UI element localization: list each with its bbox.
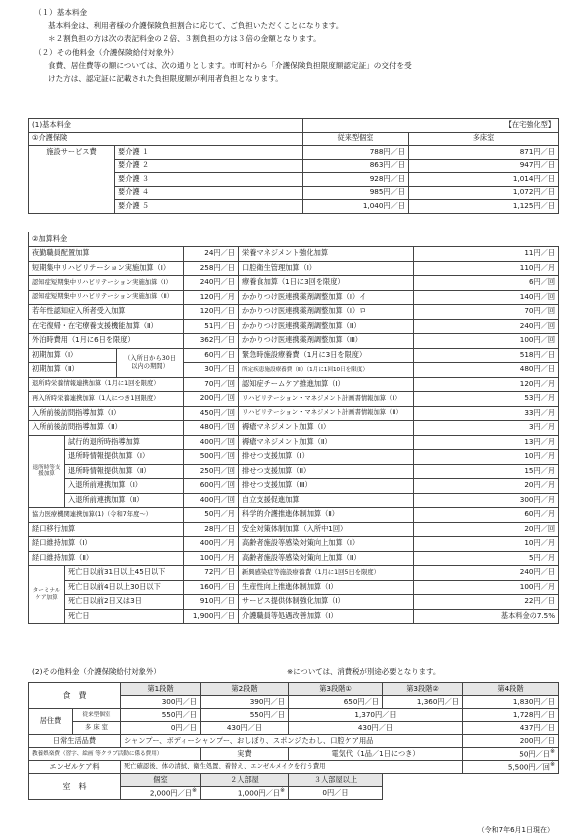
other-title: (2)その他料金（介護保険給付対象外） — [32, 667, 161, 676]
table-row — [29, 305, 559, 320]
add-fee: 120円／月 — [184, 290, 239, 305]
electricity-fee: 50円／日※ — [463, 748, 559, 761]
other-fee-table — [28, 682, 559, 800]
add-label: 認知症チームケア推進加算（Ⅰ） — [239, 377, 414, 392]
discharge-support-label: 退所時等支援加算 — [29, 435, 65, 508]
angel-care-fee: 5,500円／回※ — [463, 761, 559, 774]
table-row — [29, 566, 559, 581]
add-label: 高齢者施設等感染対策向上加算（Ⅱ） — [239, 551, 414, 566]
add-label: リハビリテーション・マネジメント計画書情報加算（Ⅱ） — [239, 406, 414, 421]
food-fee: 390円／日 — [201, 696, 289, 709]
room-type: 従来型個室 — [73, 709, 121, 722]
room-fee: 2,000円／日※ — [121, 787, 201, 800]
add-label: 生産性向上推進体制加算（Ⅰ） — [239, 580, 414, 595]
add-fee: 140円／回 — [414, 290, 559, 305]
fee-cell: 1,072円／日 — [409, 186, 559, 200]
add-fee: 24円／日 — [184, 247, 239, 262]
table-row — [29, 421, 559, 436]
add-label: 再入所時栄養連携加算（1人につき1回限度） — [29, 392, 184, 407]
add-label: 若年性認知症入所者受入加算 — [29, 305, 184, 320]
add-label: かかりつけ医連携薬剤調整加算（Ⅰ）イ — [239, 290, 414, 305]
add-fee: 51円／日 — [184, 319, 239, 334]
food-fee: 1,360円／日 — [383, 696, 463, 709]
table-row — [29, 276, 559, 291]
fee-cell: 1,014円／日 — [409, 173, 559, 187]
add-label: サービス提供体制強化加算（Ⅰ） — [239, 595, 414, 610]
add-label: 新興感染症等施設療養費（1月に1回5日を限度） — [239, 566, 414, 581]
room-fee-header: 個室 — [121, 774, 201, 787]
additional-title: ②加算料金 — [29, 232, 559, 247]
add-label: 入退所前連携加算（Ⅱ） — [65, 493, 184, 508]
add-fee: 70円／回 — [414, 305, 559, 320]
add-label: 死亡日以前31日以上45日以下 — [65, 566, 184, 581]
add-fee: 33円／月 — [414, 406, 559, 421]
fee-cell: 1,125円／日 — [409, 200, 559, 214]
daily-goods-desc: シャンプー、ボディーシャンプー、おしぼり、スポンジたわし、口腔ケア用品 — [121, 735, 463, 748]
add-fee: 基本料金の7.5% — [414, 609, 559, 624]
table-row — [29, 261, 559, 276]
add-label: 安全対策体制加算（入所中1回） — [239, 522, 414, 537]
care-level: 要介護 ３ — [115, 173, 303, 187]
add-fee: 258円／日 — [184, 261, 239, 276]
add-fee: 50円／月 — [184, 508, 239, 523]
room-fee-header: ３人部屋以上 — [289, 774, 383, 787]
care-level: 要介護 ５ — [115, 200, 303, 214]
add-fee: 13円／月 — [414, 435, 559, 450]
add-fee: 10円／月 — [414, 537, 559, 552]
add-label: 高齢者施設等感染対策向上加算（Ⅰ） — [239, 537, 414, 552]
add-fee: 60円／日 — [184, 348, 239, 363]
add-label: 自立支援促進加算 — [239, 493, 414, 508]
add-fee: 250円／回 — [184, 464, 239, 479]
add-fee: 100円／回 — [414, 334, 559, 349]
angel-care-label: エンゼルケア料 — [29, 761, 121, 774]
residence-fee: 550円／日 — [201, 709, 289, 722]
care-level: 要介護 ４ — [115, 186, 303, 200]
residence-label: 居住費 — [29, 709, 73, 735]
basic-fee-table — [28, 118, 559, 214]
residence-fee: 550円／日 — [121, 709, 201, 722]
residence-fee: 430円／日 — [289, 722, 463, 735]
add-fee: 1,900円／日 — [184, 609, 239, 624]
add-label: かかりつけ医連携薬剤調整加算（Ⅰ）ロ — [239, 305, 414, 320]
add-label: 在宅復帰・在宅療養支援機能加算（Ⅱ） — [29, 319, 184, 334]
add-label: 死亡日以前4日以上30日以下 — [65, 580, 184, 595]
add-label: 経口維持加算（Ⅱ） — [29, 551, 184, 566]
table-row — [29, 609, 559, 624]
add-fee: 400円／月 — [184, 537, 239, 552]
table-row — [29, 377, 559, 392]
add-label: 退所時栄養情報連携加算（1月に1回を限度） — [29, 377, 184, 392]
facility-type: 【在宅強化型】 — [303, 119, 559, 133]
add-fee: 28円／日 — [184, 522, 239, 537]
food-fee: 1,830円／日 — [463, 696, 559, 709]
add-fee: 10円／月 — [414, 450, 559, 465]
table-row — [29, 464, 559, 479]
table-row — [29, 493, 559, 508]
add-fee: 53円／月 — [414, 392, 559, 407]
add-fee: 3円／月 — [414, 421, 559, 436]
add-label: 栄養マネジメント強化加算 — [239, 247, 414, 262]
add-label: 療養食加算（1日に3回を限度） — [239, 276, 414, 291]
add-label: 経口維持加算（Ⅰ） — [29, 537, 184, 552]
add-fee: 400円／回 — [184, 493, 239, 508]
add-label: 緊急時施設療養費（1月に3日を限度） — [239, 348, 414, 363]
electricity-label: 電気代（1品／1日につき） — [289, 748, 463, 761]
add-label: 認知症短期集中リハビリテーション実施加算（Ⅰ） — [29, 276, 184, 291]
education-label: 教養娯楽費（習字、絵画 等クラブ活動に係る費用） — [29, 748, 201, 761]
table-row — [29, 479, 559, 494]
intro-line: 食費、居住費等の額については、次の通りとします。市町村から「介護保険負担限度額認定証」の交付を受 — [48, 60, 412, 70]
intro-line: ＊２割負担の方は次の表記料金の２倍、３割負担の方は３倍の金額となります。 — [48, 34, 321, 44]
add-fee: 160円／日 — [184, 580, 239, 595]
table-row — [29, 435, 559, 450]
add-fee: 100円／月 — [184, 551, 239, 566]
residence-fee: 0円／日 — [121, 722, 201, 735]
col-header-shared: 多床室 — [409, 132, 559, 146]
stage-header: 第1段階 — [121, 683, 201, 696]
table-row — [29, 508, 559, 523]
add-fee: 110円／月 — [414, 261, 559, 276]
fee-cell: 871円／日 — [409, 146, 559, 160]
add-fee: 200円／回 — [184, 392, 239, 407]
intro-line: 基本料金は、利用者様の介護保険負担割合に応じて、ご負担いただくことになります。 — [48, 21, 344, 31]
stage-header: 第2段階 — [201, 683, 289, 696]
table-row — [29, 247, 559, 262]
add-label: 褥瘡マネジメント加算（Ⅱ） — [239, 435, 414, 450]
add-fee: 15円／月 — [414, 464, 559, 479]
table-row — [29, 319, 559, 334]
add-fee: 30円／日 — [184, 363, 239, 378]
add-label: 入所前後訪問指導加算（Ⅱ） — [29, 421, 184, 436]
initial-note: （入所日から30日 以内の期間） — [117, 348, 184, 377]
intro-text — [34, 6, 554, 85]
stage-header: 第4段階 — [463, 683, 559, 696]
table-row — [29, 580, 559, 595]
add-label: 科学的介護推進体制加算（Ⅱ） — [239, 508, 414, 523]
table-row — [29, 595, 559, 610]
terminal-care-label: ターミナルケア加算 — [29, 566, 65, 624]
add-fee: 240円／日 — [184, 276, 239, 291]
add-label: 初期加算（Ⅱ） — [29, 363, 117, 378]
add-fee: 500円／回 — [184, 450, 239, 465]
intro-line: けた方は、認定証に記載された負担限度額が利用者負担となります。 — [48, 74, 283, 84]
angel-care-desc: 死亡確認後、体の清拭、衛生処置、着替え、エンゼルメイクを行う費用 — [121, 761, 463, 774]
fee-cell: 928円／日 — [303, 173, 409, 187]
add-label: 初期加算（Ⅰ） — [29, 348, 117, 363]
add-fee: 5円／月 — [414, 551, 559, 566]
add-label: 夜勤職員配置加算 — [29, 247, 184, 262]
room-fee: 0円／日 — [289, 787, 383, 800]
add-label: リハビリテーション・マネジメント計画書情報加算（Ⅰ） — [239, 392, 414, 407]
as-of-date: （令和7年6月1日現在） — [477, 826, 554, 834]
add-fee: 910円／日 — [184, 595, 239, 610]
add-label: 排せつ支援加算（Ⅱ） — [239, 464, 414, 479]
table-row — [29, 392, 559, 407]
add-label: 排せつ支援加算（Ⅲ） — [239, 479, 414, 494]
add-fee: 450円／回 — [184, 406, 239, 421]
add-fee: 400円／回 — [184, 435, 239, 450]
room-fee-header: ２人部屋 — [201, 774, 289, 787]
col-header-private: 従来型個室 — [303, 132, 409, 146]
food-fee: 300円／日 — [121, 696, 201, 709]
add-fee: 20円／月 — [414, 479, 559, 494]
add-fee: 518円／日 — [414, 348, 559, 363]
food-label: 食 費 — [29, 683, 121, 709]
facility-service-label: 施設サービス費 — [29, 146, 115, 214]
food-fee: 650円／日 — [289, 696, 383, 709]
table-row — [29, 450, 559, 465]
basic-title: (1)基本料金 — [29, 119, 303, 133]
fee-cell: 985円／日 — [303, 186, 409, 200]
add-fee: 20円／回 — [414, 522, 559, 537]
residence-fee: 1,728円／日 — [463, 709, 559, 722]
add-fee: 480円／回 — [184, 421, 239, 436]
table-row — [29, 406, 559, 421]
add-label: 入所前後訪問指導加算（Ⅰ） — [29, 406, 184, 421]
residence-fee: 1,370円／日 — [289, 709, 463, 722]
add-fee: 480円／日 — [414, 363, 559, 378]
add-label: 経口移行加算 — [29, 522, 184, 537]
fee-cell: 863円／日 — [303, 159, 409, 173]
add-label: 死亡日 — [65, 609, 184, 624]
add-fee: 100円／月 — [414, 580, 559, 595]
add-label: 所定疾患施設療養費（Ⅱ）（1月に1回10日を限度） — [239, 363, 414, 378]
add-label: 排せつ支援加算（Ⅰ） — [239, 450, 414, 465]
fee-cell: 788円／日 — [303, 146, 409, 160]
add-fee: 22円／日 — [414, 595, 559, 610]
intro-line: （１）基本料金 — [34, 8, 88, 17]
insurance-heading: ①介護保険 — [29, 132, 303, 146]
add-fee: 240円／日 — [414, 566, 559, 581]
stage-header: 第3段階① — [289, 683, 383, 696]
add-label: かかりつけ医連携薬剤調整加算（Ⅱ） — [239, 319, 414, 334]
table-row — [29, 290, 559, 305]
add-fee: 72円／日 — [184, 566, 239, 581]
add-label: 外泊時費用（1月に6日を限度） — [29, 334, 184, 349]
care-level: 要介護 ２ — [115, 159, 303, 173]
room-fee: 1,000円／日※ — [201, 787, 289, 800]
tax-note: ※については、消費税が別途必要となります。 — [287, 667, 441, 676]
add-fee: 11円／日 — [414, 247, 559, 262]
add-fee: 60円／月 — [414, 508, 559, 523]
fee-cell: 947円／日 — [409, 159, 559, 173]
add-label: 認知症短期集中リハビリテーション実施加算（Ⅱ） — [29, 290, 184, 305]
table-row — [29, 522, 559, 537]
add-label: 協力医療機関連携加算(1)（令和7年度～） — [29, 508, 184, 523]
fee-cell: 1,040円／日 — [303, 200, 409, 214]
add-label: 短期集中リハビリテーション実施加算（Ⅰ） — [29, 261, 184, 276]
add-fee: 6円／回 — [414, 276, 559, 291]
add-fee: 362円／日 — [184, 334, 239, 349]
add-fee: 300円／月 — [414, 493, 559, 508]
add-label: かかりつけ医連携薬剤調整加算（Ⅲ） — [239, 334, 414, 349]
residence-fee: 430円／日 — [201, 722, 289, 735]
add-fee: 240円／回 — [414, 319, 559, 334]
room-fee-label: 室 料 — [29, 774, 121, 800]
education-fee: 実費 — [201, 748, 289, 761]
table-row — [29, 551, 559, 566]
table-row — [29, 537, 559, 552]
add-fee: 70円／回 — [184, 377, 239, 392]
add-label: 死亡日以前2日又は3日 — [65, 595, 184, 610]
additional-fee-table — [28, 232, 559, 624]
blank-cell — [383, 787, 559, 800]
intro-line: （２）その他料金（介護保険給付対象外） — [34, 47, 179, 57]
add-label: 退所時情報提供加算（Ⅱ） — [65, 464, 184, 479]
daily-goods-label: 日常生活品費 — [29, 735, 121, 748]
add-label: 介護職員等処遇改善加算（Ⅰ） — [239, 609, 414, 624]
daily-goods-fee: 200円／日 — [463, 735, 559, 748]
add-label: 褥瘡マネジメント加算（Ⅰ） — [239, 421, 414, 436]
add-label: 試行的退所時指導加算 — [65, 435, 184, 450]
residence-fee: 437円／日 — [463, 722, 559, 735]
add-label: 入退所前連携加算（Ⅰ） — [65, 479, 184, 494]
stage-header: 第3段階② — [383, 683, 463, 696]
add-fee: 600円／回 — [184, 479, 239, 494]
room-type: 多 床 室 — [73, 722, 121, 735]
add-fee: 120円／月 — [414, 377, 559, 392]
care-level: 要介護 １ — [115, 146, 303, 160]
blank-cell — [383, 774, 559, 787]
add-label: 口腔衛生管理加算（Ⅰ） — [239, 261, 414, 276]
add-label: 退所時情報提供加算（Ⅰ） — [65, 450, 184, 465]
add-fee: 120円／日 — [184, 305, 239, 320]
table-row — [29, 334, 559, 349]
